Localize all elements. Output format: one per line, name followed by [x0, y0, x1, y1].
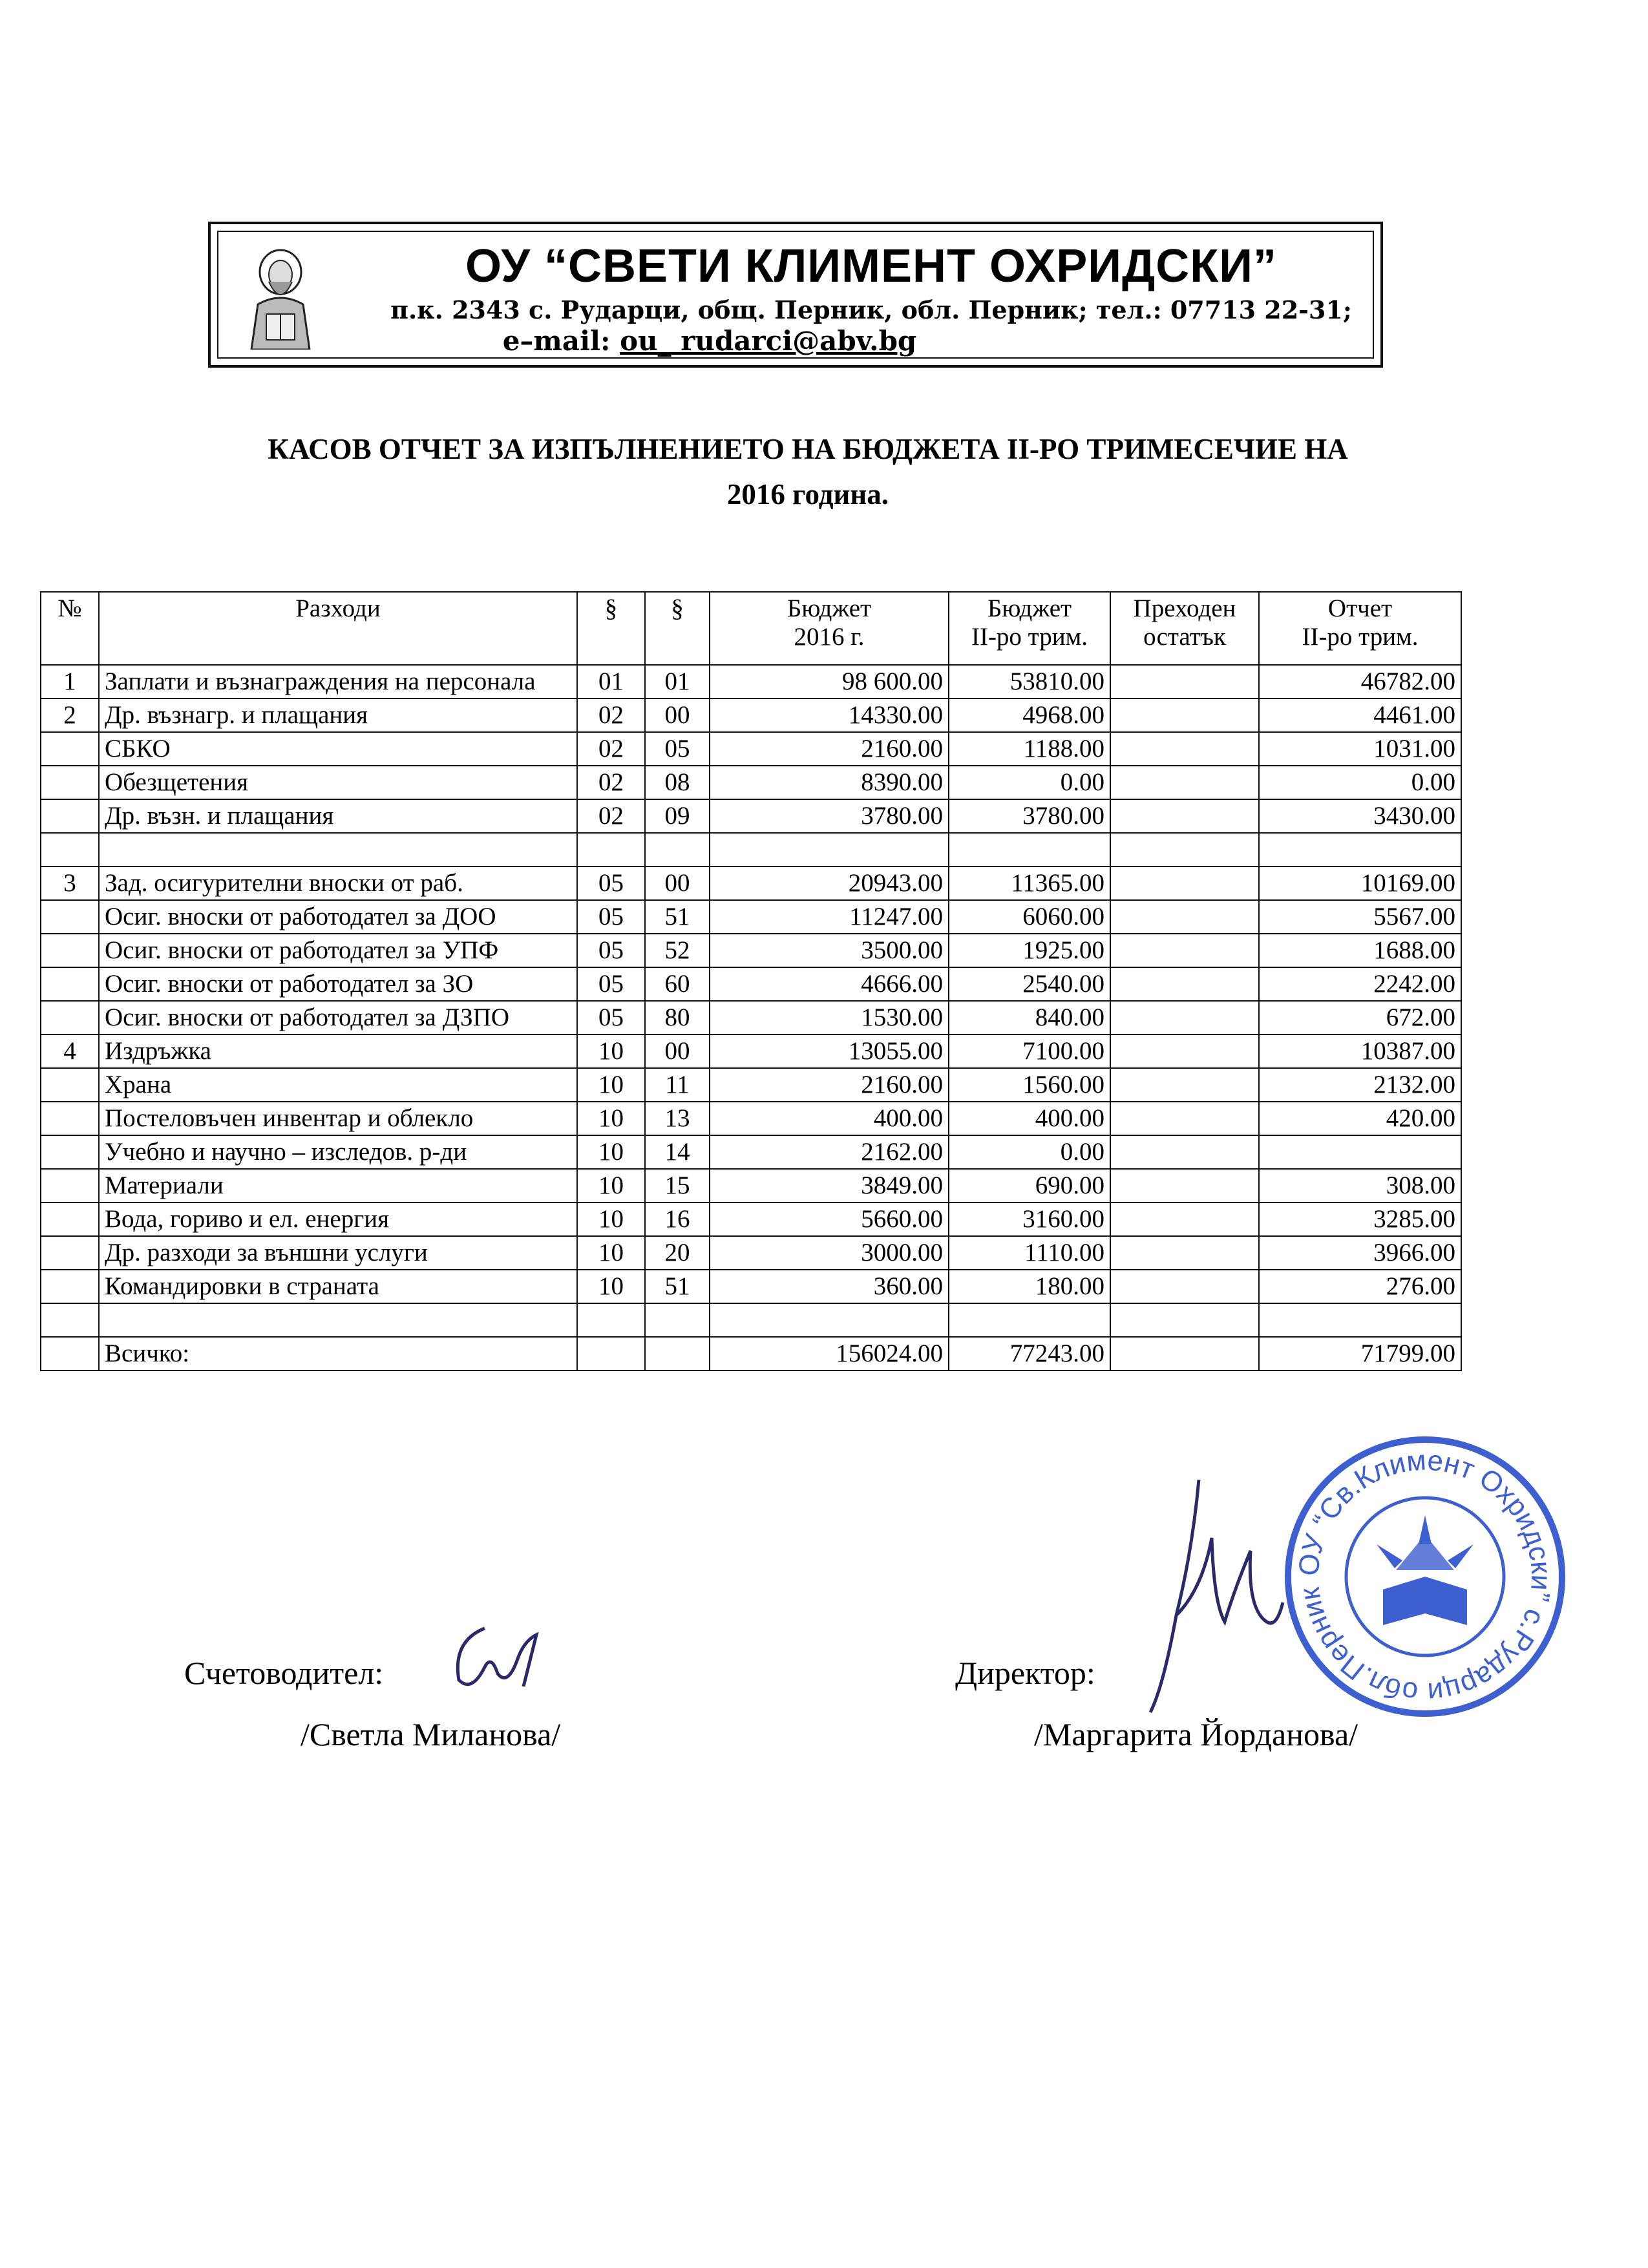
subparagraph: 51 [645, 1270, 710, 1303]
report-q2-value: 308.00 [1259, 1169, 1461, 1202]
row-number [41, 934, 99, 967]
table-row [41, 799, 1461, 833]
paragraph [577, 1337, 645, 1370]
table-row [41, 1337, 1461, 1370]
table-row [41, 766, 1461, 799]
school-stamp [1280, 1431, 1570, 1722]
budget-q2-value: 4968.00 [949, 698, 1110, 732]
subparagraph: 00 [645, 866, 710, 900]
school-letterhead [208, 222, 1383, 368]
paragraph: 02 [577, 732, 645, 766]
row-number [41, 1135, 99, 1169]
subparagraph: 08 [645, 766, 710, 799]
report-title-line-2: 2016 година. [726, 478, 889, 510]
table-row [41, 698, 1461, 732]
expense-name: Храна [99, 1068, 577, 1102]
row-number [41, 1169, 99, 1202]
carryover-value [1110, 1169, 1259, 1202]
carryover-value [1110, 866, 1259, 900]
budget-2016-value: 1530.00 [710, 1001, 949, 1034]
report-q2-value: 10169.00 [1259, 866, 1461, 900]
expense-name: Материали [99, 1169, 577, 1202]
report-q2-value [1259, 1303, 1461, 1337]
letterhead-inner-border [217, 231, 1374, 359]
col-number-header: № [41, 592, 99, 665]
row-number [41, 1337, 99, 1370]
report-q2-value: 71799.00 [1259, 1337, 1461, 1370]
report-q2-value: 1688.00 [1259, 934, 1461, 967]
budget-q2-value: 2540.00 [949, 967, 1110, 1001]
subparagraph: 09 [645, 799, 710, 833]
subparagraph [645, 1303, 710, 1337]
report-q2-value: 3430.00 [1259, 799, 1461, 833]
carryover-value [1110, 900, 1259, 934]
budget-2016-value: 2162.00 [710, 1135, 949, 1169]
table-row [41, 1236, 1461, 1270]
expense-name: Зад. осигурителни вноски от раб. [99, 866, 577, 900]
report-q2-value: 4461.00 [1259, 698, 1461, 732]
paragraph: 10 [577, 1202, 645, 1236]
stamp-text: ОУ “Св.Климент Охридски” с.Рударци обл.Перник [1293, 1444, 1558, 1709]
budget-q2-value: 840.00 [949, 1001, 1110, 1034]
budget-q2-value: 3160.00 [949, 1202, 1110, 1236]
budget-2016-value [710, 1303, 949, 1337]
paragraph: 10 [577, 1270, 645, 1303]
subparagraph [645, 833, 710, 866]
budget-q2-value: 6060.00 [949, 900, 1110, 934]
budget-q2-value: 400.00 [949, 1102, 1110, 1135]
carryover-value [1110, 732, 1259, 766]
row-number [41, 1202, 99, 1236]
col-paragraph-header: § [577, 592, 645, 665]
subparagraph: 01 [645, 665, 710, 698]
paragraph: 10 [577, 1102, 645, 1135]
report-q2-value: 276.00 [1259, 1270, 1461, 1303]
paragraph: 05 [577, 967, 645, 1001]
carryover-value [1110, 1001, 1259, 1034]
table-row [41, 1169, 1461, 1202]
row-number [41, 900, 99, 934]
subparagraph: 14 [645, 1135, 710, 1169]
report-q2-value: 5567.00 [1259, 900, 1461, 934]
table-row [41, 1102, 1461, 1135]
report-q2-value: 0.00 [1259, 766, 1461, 799]
budget-q2-value: 77243.00 [949, 1337, 1110, 1370]
budget-2016-value: 3780.00 [710, 799, 949, 833]
row-number: 1 [41, 665, 99, 698]
table-spacer-row [41, 833, 1461, 866]
budget-2016-value: 3500.00 [710, 934, 949, 967]
budget-q2-value: 0.00 [949, 766, 1110, 799]
report-q2-value: 10387.00 [1259, 1034, 1461, 1068]
paragraph [577, 833, 645, 866]
budget-q2-value: 11365.00 [949, 866, 1110, 900]
row-number [41, 1102, 99, 1135]
report-q2-value: 46782.00 [1259, 665, 1461, 698]
subparagraph: 05 [645, 732, 710, 766]
col-budget-q2-header: Бюджет II-ро трим. [949, 592, 1110, 665]
report-q2-value: 1031.00 [1259, 732, 1461, 766]
budget-2016-value: 98 600.00 [710, 665, 949, 698]
report-q2-value: 420.00 [1259, 1102, 1461, 1135]
carryover-value [1110, 766, 1259, 799]
director-signature [1137, 1473, 1286, 1719]
subparagraph: 16 [645, 1202, 710, 1236]
budget-2016-value: 360.00 [710, 1270, 949, 1303]
row-number [41, 1303, 99, 1337]
row-number: 2 [41, 698, 99, 732]
subparagraph: 00 [645, 1034, 710, 1068]
budget-2016-value: 14330.00 [710, 698, 949, 732]
paragraph: 05 [577, 866, 645, 900]
expense-name: Осиг. вноски от работодател за ДОО [99, 900, 577, 934]
carryover-value [1110, 665, 1259, 698]
table-header-row [41, 592, 1461, 665]
expense-name: Др. възнагр. и плащания [99, 698, 577, 732]
expense-name: Издръжка [99, 1034, 577, 1068]
carryover-value [1110, 934, 1259, 967]
expense-name: Учебно и научно – изследов. р-ди [99, 1135, 577, 1169]
row-number: 4 [41, 1034, 99, 1068]
subparagraph: 52 [645, 934, 710, 967]
table-row [41, 866, 1461, 900]
expense-name: Др. възн. и плащания [99, 799, 577, 833]
table-body [41, 665, 1461, 1370]
paragraph: 02 [577, 799, 645, 833]
school-name: ОУ “СВЕТИ КЛИМЕНТ ОХРИДСКИ” [465, 240, 1277, 292]
carryover-value [1110, 1034, 1259, 1068]
budget-2016-value: 2160.00 [710, 732, 949, 766]
row-number: 3 [41, 866, 99, 900]
row-number [41, 1001, 99, 1034]
carryover-value [1110, 1068, 1259, 1102]
paragraph: 10 [577, 1068, 645, 1102]
budget-q2-value: 1188.00 [949, 732, 1110, 766]
director-label: Директор: [955, 1655, 1095, 1691]
expense-name: Осиг. вноски от работодател за ДЗПО [99, 1001, 577, 1034]
report-q2-value: 2242.00 [1259, 967, 1461, 1001]
paragraph: 01 [577, 665, 645, 698]
subparagraph: 11 [645, 1068, 710, 1102]
svg-text:ОУ “Св.Климент Охридски” с.Руд [1293, 1444, 1557, 1708]
expense-name: Постеловъчен инвентар и облекло [99, 1102, 577, 1135]
carryover-value [1110, 1303, 1259, 1337]
report-q2-value: 672.00 [1259, 1001, 1461, 1034]
carryover-value [1110, 698, 1259, 732]
budget-q2-value: 0.00 [949, 1135, 1110, 1169]
subparagraph: 20 [645, 1236, 710, 1270]
row-number [41, 1068, 99, 1102]
subparagraph: 51 [645, 900, 710, 934]
carryover-value [1110, 1102, 1259, 1135]
col-expenses-header: Разходи [99, 592, 577, 665]
saint-portrait-icon [242, 246, 319, 350]
budget-q2-value: 1110.00 [949, 1236, 1110, 1270]
paragraph: 05 [577, 934, 645, 967]
row-number [41, 833, 99, 866]
open-book-icon [1377, 1515, 1474, 1625]
school-address: п.к. 2343 с. Рударци, общ. Перник, обл. Перник; тел.: 07713 22-31; [390, 295, 1352, 324]
budget-2016-value: 3000.00 [710, 1236, 949, 1270]
expense-name: Обезщетения [99, 766, 577, 799]
row-number [41, 732, 99, 766]
school-email-link[interactable]: ou_ rudarci@abv.bg [620, 325, 917, 357]
expense-name: Вода, гориво и ел. енергия [99, 1202, 577, 1236]
budget-2016-value: 2160.00 [710, 1068, 949, 1102]
row-number [41, 766, 99, 799]
table-row [41, 1202, 1461, 1236]
budget-2016-value: 11247.00 [710, 900, 949, 934]
row-number [41, 1270, 99, 1303]
budget-2016-value [710, 833, 949, 866]
subparagraph: 60 [645, 967, 710, 1001]
expense-name: Др. разходи за външни услуги [99, 1236, 577, 1270]
subparagraph: 15 [645, 1169, 710, 1202]
table-row [41, 732, 1461, 766]
budget-2016-value: 400.00 [710, 1102, 949, 1135]
table-row [41, 900, 1461, 934]
paragraph: 10 [577, 1034, 645, 1068]
subparagraph: 80 [645, 1001, 710, 1034]
subparagraph: 13 [645, 1102, 710, 1135]
carryover-value [1110, 1135, 1259, 1169]
director-name: /Маргарита Йорданова/ [1034, 1716, 1358, 1752]
expense-name: Командировки в страната [99, 1270, 577, 1303]
row-number [41, 967, 99, 1001]
budget-q2-value [949, 1303, 1110, 1337]
table-spacer-row [41, 1303, 1461, 1337]
expense-name [99, 833, 577, 866]
report-q2-value [1259, 1135, 1461, 1169]
carryover-value [1110, 1236, 1259, 1270]
accountant-signature [446, 1615, 556, 1699]
carryover-value [1110, 799, 1259, 833]
report-title [162, 426, 1454, 517]
carryover-value [1110, 1270, 1259, 1303]
budget-table [40, 591, 1462, 1371]
budget-2016-value: 156024.00 [710, 1337, 949, 1370]
table-row [41, 1270, 1461, 1303]
table-row [41, 1068, 1461, 1102]
table-row [41, 665, 1461, 698]
paragraph [577, 1303, 645, 1337]
report-q2-value: 3285.00 [1259, 1202, 1461, 1236]
budget-2016-value: 3849.00 [710, 1169, 949, 1202]
expense-name [99, 1303, 577, 1337]
report-title-line-1: КАСОВ ОТЧЕТ ЗА ИЗПЪЛНЕНИЕТО НА БЮДЖЕТА II-РО ТРИМЕСЕЧИЕ НА [268, 433, 1348, 465]
expense-name: Заплати и възнаграждения на персонала [99, 665, 577, 698]
col-carryover-header: Преходен остатък [1110, 592, 1259, 665]
paragraph: 05 [577, 900, 645, 934]
budget-2016-value: 8390.00 [710, 766, 949, 799]
paragraph: 02 [577, 698, 645, 732]
carryover-value [1110, 967, 1259, 1001]
expense-name: Осиг. вноски от работодател за УПФ [99, 934, 577, 967]
carryover-value [1110, 1337, 1259, 1370]
report-q2-value: 3966.00 [1259, 1236, 1461, 1270]
budget-2016-value: 13055.00 [710, 1034, 949, 1068]
col-budget-2016-header: Бюджет 2016 г. [710, 592, 949, 665]
budget-2016-value: 4666.00 [710, 967, 949, 1001]
report-q2-value: 2132.00 [1259, 1068, 1461, 1102]
paragraph: 10 [577, 1135, 645, 1169]
paragraph: 05 [577, 1001, 645, 1034]
carryover-value [1110, 1202, 1259, 1236]
subparagraph: 00 [645, 698, 710, 732]
budget-2016-value: 5660.00 [710, 1202, 949, 1236]
subparagraph [645, 1337, 710, 1370]
table-row [41, 1034, 1461, 1068]
paragraph: 02 [577, 766, 645, 799]
expense-name: Осиг. вноски от работодател за ЗО [99, 967, 577, 1001]
budget-q2-value: 1925.00 [949, 934, 1110, 967]
report-q2-value [1259, 833, 1461, 866]
school-email-line [367, 325, 1052, 357]
expense-name: СБКО [99, 732, 577, 766]
email-label: e–mail: [502, 325, 620, 357]
col-subparagraph-header: § [645, 592, 710, 665]
accountant-label: Счетоводител: [184, 1655, 384, 1691]
expense-name: Всичко: [99, 1337, 577, 1370]
paragraph: 10 [577, 1169, 645, 1202]
table-row [41, 1135, 1461, 1169]
budget-q2-value: 690.00 [949, 1169, 1110, 1202]
row-number [41, 799, 99, 833]
table-row [41, 1001, 1461, 1034]
table-row [41, 934, 1461, 967]
carryover-value [1110, 833, 1259, 866]
col-report-q2-header: Отчет II-ро трим. [1259, 592, 1461, 665]
budget-q2-value: 7100.00 [949, 1034, 1110, 1068]
budget-q2-value: 1560.00 [949, 1068, 1110, 1102]
budget-q2-value: 53810.00 [949, 665, 1110, 698]
budget-q2-value [949, 833, 1110, 866]
table-row [41, 967, 1461, 1001]
budget-q2-value: 180.00 [949, 1270, 1110, 1303]
budget-q2-value: 3780.00 [949, 799, 1110, 833]
budget-2016-value: 20943.00 [710, 866, 949, 900]
paragraph: 10 [577, 1236, 645, 1270]
accountant-name: /Светла Миланова/ [301, 1716, 561, 1752]
row-number [41, 1236, 99, 1270]
